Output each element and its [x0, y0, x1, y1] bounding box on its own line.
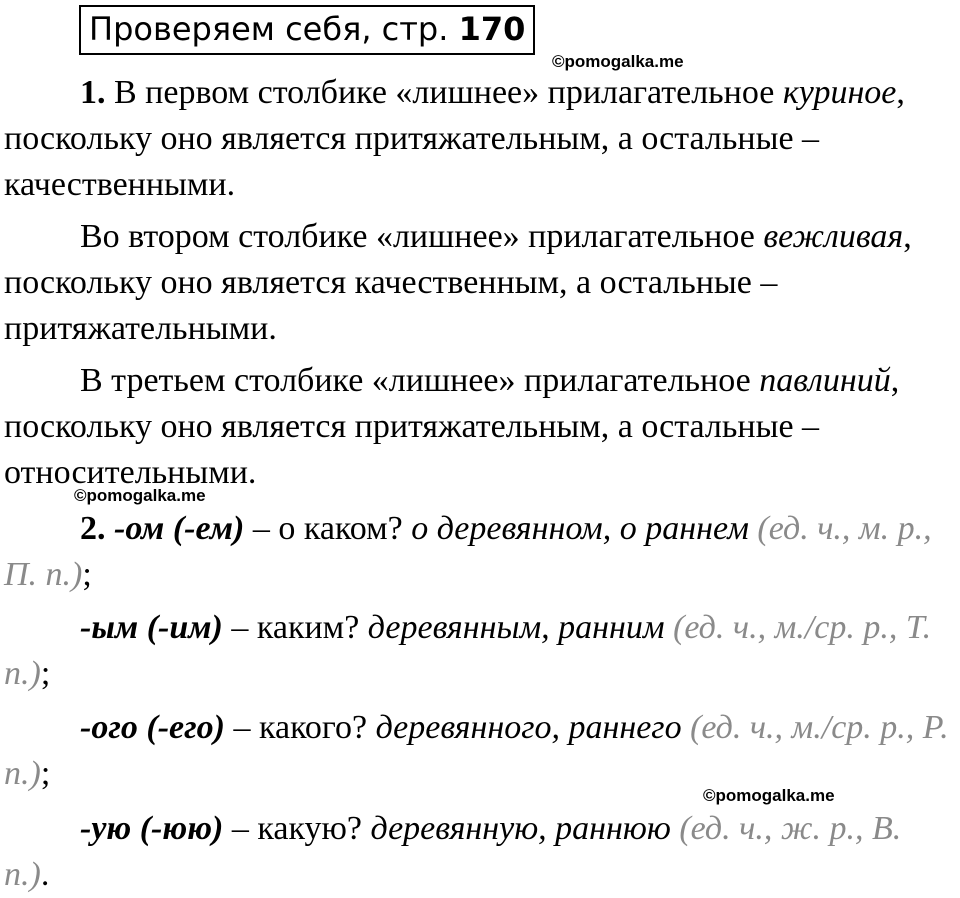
page-title-text: Проверяем себя, стр.	[89, 10, 449, 48]
task1-col2-word: вежливая	[763, 218, 904, 255]
task1-column2-paragraph	[4, 214, 954, 352]
page-number: 170	[458, 10, 526, 48]
question: – какого?	[224, 709, 376, 746]
row-end: ;	[40, 655, 51, 692]
task2-row-accusative	[4, 806, 954, 898]
grammar-note: (ед. ч., м./ср. р., Т. п.)	[4, 609, 932, 692]
task1-col1-rest: , поскольку оно является притяжательным, а остальные – качественными.	[4, 74, 905, 203]
question: – о каком?	[244, 510, 412, 547]
task2-row-instrumental	[4, 605, 954, 697]
row-end: ;	[82, 556, 92, 593]
ending: -ую (-юю)	[80, 810, 224, 847]
task2-row-genitive	[4, 705, 954, 797]
page-title	[79, 5, 535, 55]
grammar-note: (ед. ч., м. р., П. п.)	[4, 510, 932, 593]
ending: -ого (-его)	[80, 709, 225, 746]
watermark: ©pomogalka.me	[552, 52, 684, 71]
question: – каким?	[222, 609, 368, 646]
row-end: ;	[40, 755, 51, 792]
watermark: ©pomogalka.me	[74, 486, 206, 505]
task1-col3-lead: В третьем столбике «лишнее» прилагательное	[80, 362, 751, 399]
task1-col1-word: куриное	[782, 74, 897, 111]
task1-col1-lead: В первом столбике «лишнее» прилагательное	[105, 74, 775, 111]
examples: деревянную, раннюю	[370, 810, 671, 847]
grammar-note: (ед. ч., м./ср. р., Р. п.)	[4, 709, 949, 792]
grammar-note: (ед. ч., ж. р., В. п.)	[4, 810, 902, 893]
task2-number: 2.	[80, 510, 106, 547]
task1-col3-rest: , поскольку оно является притяжательным, а остальные – относительными.	[4, 362, 900, 491]
task1-col3-word: павлиний	[759, 362, 891, 399]
task1-column3-paragraph	[4, 358, 954, 496]
task1-number: 1.	[80, 74, 106, 111]
examples: деревянного, раннего	[375, 709, 682, 746]
ending: -ом (-ем)	[105, 510, 245, 547]
task1-column1-paragraph	[4, 70, 954, 208]
watermark: ©pomogalka.me	[703, 786, 835, 805]
ending: -ым (-им)	[80, 609, 223, 646]
examples: деревянным, ранним	[367, 609, 665, 646]
task2-row-prepositional	[4, 506, 954, 598]
row-end: .	[40, 856, 50, 893]
examples: о деревянном, о раннем	[411, 510, 749, 547]
question: – какую?	[223, 810, 371, 847]
task1-col2-lead: Во втором столбике «лишнее» прилагательное	[80, 218, 755, 255]
task1-col2-rest: , поскольку оно является качественным, а остальные – притяжательными.	[4, 218, 912, 347]
